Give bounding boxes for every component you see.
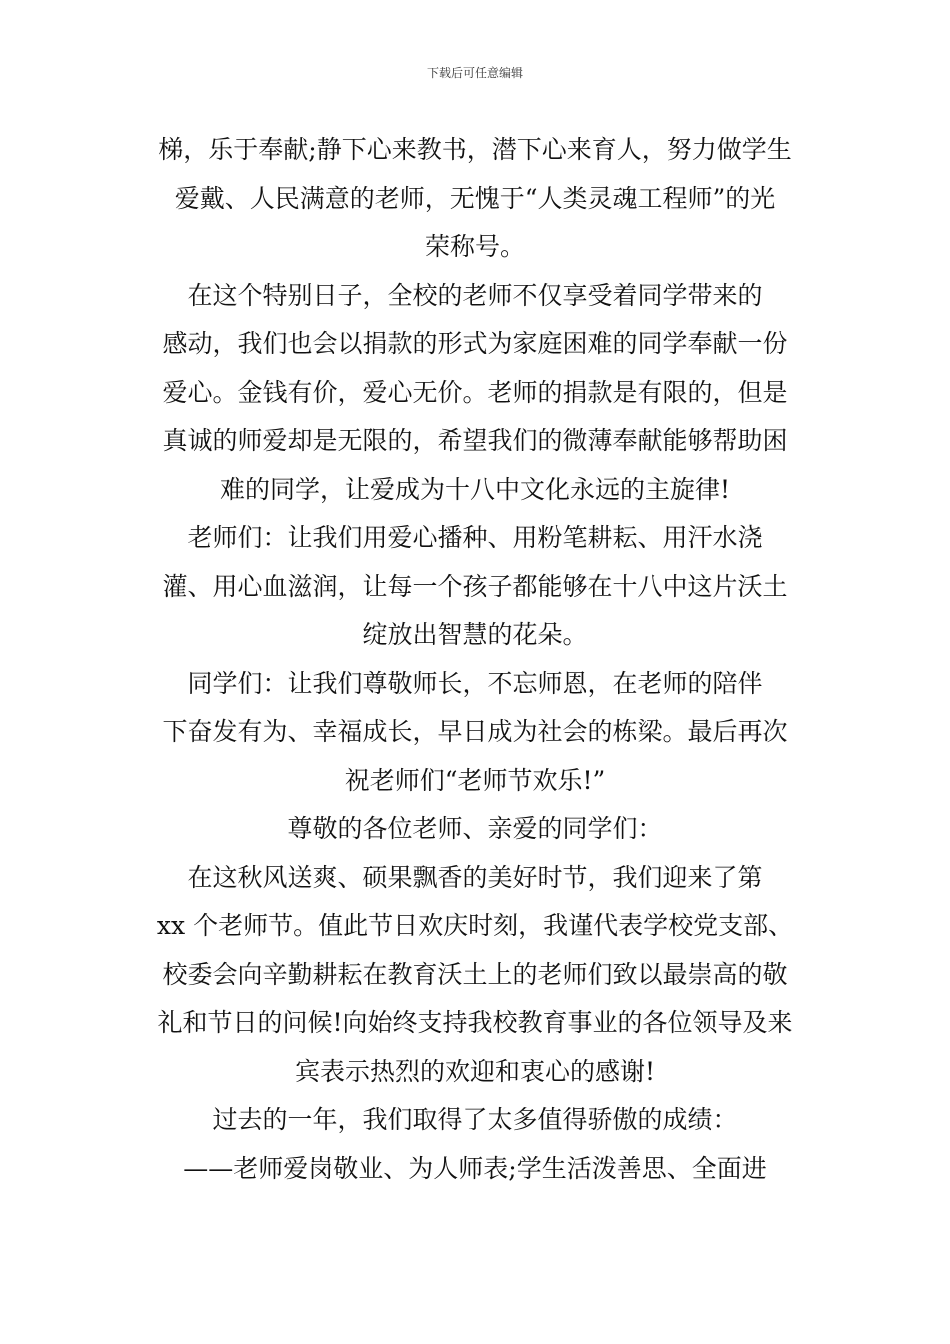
text-line: 在这秋风送爽、硕果飘香的美好时节，我们迎来了第 [187,862,763,892]
text-line: 在这个特别日子，全校的老师不仅享受着同学带来的 [187,280,763,310]
text-line: 感动，我们也会以捐款的形式为家庭困难的同学奉献一份 [162,329,788,358]
text-line: 真诚的师爱却是无限的，希望我们的微薄奉献能够帮助困 [162,426,788,455]
text-line: 爱心。金钱有价，爱心无价。老师的捐款是有限的，但是 [162,377,788,407]
text-line: 祝老师们“老师节欢乐!” [344,765,606,795]
text-line: 梯，乐于奉献;静下心来教书，潜下心来育人，努力做学生 [158,135,792,164]
text-line: 宾表示热烈的欢迎和衷心的感谢! [294,1056,656,1086]
page-header: 下载后可任意编辑 [426,66,523,80]
text-line: 礼和节日的问候!向始终支持我校教育事业的各位领导及来 [157,1008,793,1037]
text-line: 老师们：让我们用爱心播种、用粉笔耕耘、用汗水浇 [187,523,763,552]
text-line: 灌、用心血滋润，让每一个孩子都能够在十八中这片沃土 [162,571,788,601]
text-line: 同学们：让我们尊敬师长，不忘师恩，在老师的陪伴 [187,668,763,698]
text-line: 荣称号。 [424,232,525,261]
text-line: 尊敬的各位老师、亲爱的同学们： [287,814,663,843]
text-line: ——老师爱岗敬业、为人师表;学生活泼善思、全面进 [183,1153,767,1183]
document-body [140,126,810,1193]
text-line: 过去的一年，我们取得了太多值得骄傲的成绩： [212,1105,738,1134]
text-line: 下奋发有为、幸福成长，早日成为社会的栋梁。最后再次 [162,717,788,746]
text-line: 校委会向辛勤耕耘在教育沃土上的老师们致以最崇高的敬 [162,959,788,989]
text-line: 爱戴、人民满意的老师，无愧于“人类灵魂工程师”的光 [174,183,776,213]
text-line: 难的同学，让爱成为十八中文化永远的主旋律! [219,474,731,504]
text-line: xx 个老师节。值此节日欢庆时刻，我谨代表学校党支部、 [156,911,794,940]
text-line: 绽放出智慧的花朵。 [362,620,588,649]
